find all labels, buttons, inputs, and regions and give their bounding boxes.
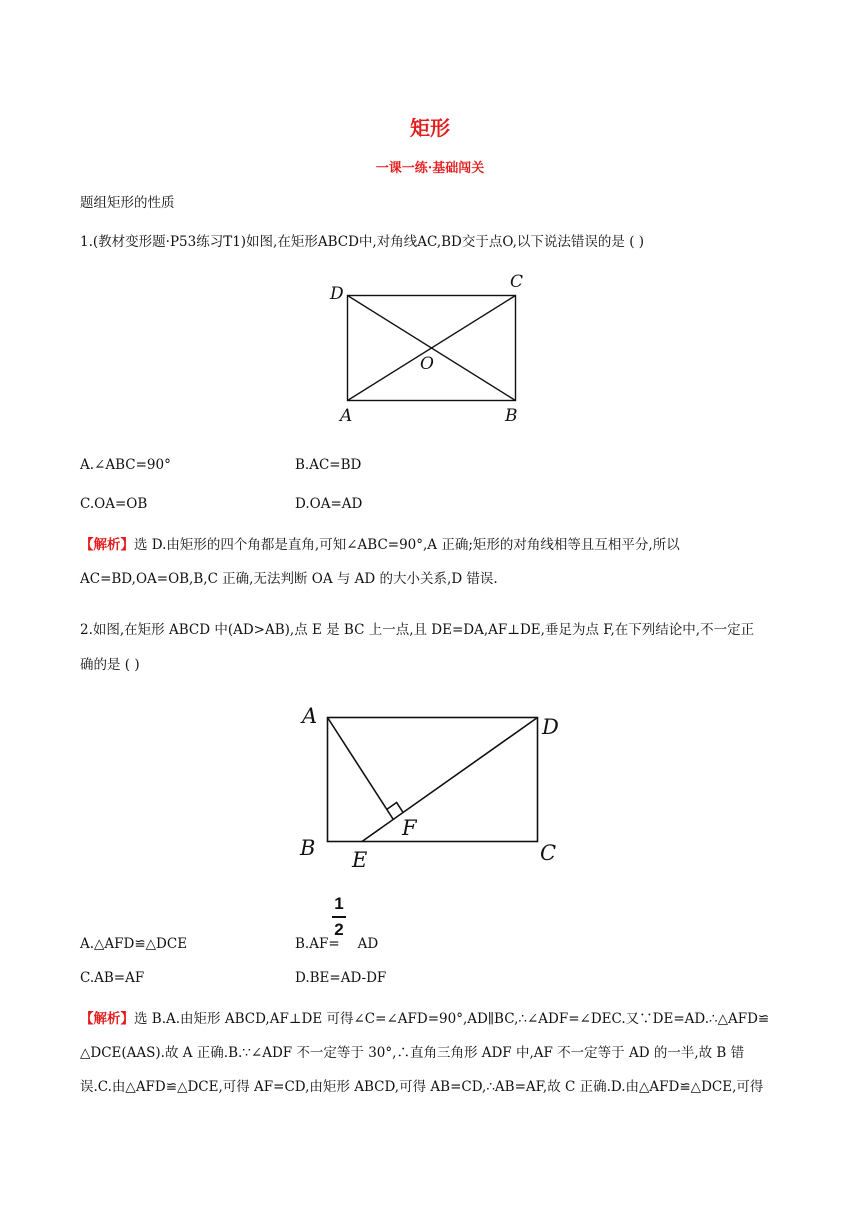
q2-option-d: D.BE=AD-DF bbox=[295, 970, 387, 986]
label-d: D bbox=[330, 284, 344, 304]
fraction-numerator: 1 bbox=[334, 894, 344, 913]
q2-option-a: A.△AFD≌△DCE bbox=[80, 936, 188, 952]
q1-option-d: D.OA=AD bbox=[295, 496, 363, 512]
page-title: 矩形 bbox=[410, 116, 450, 140]
q1-stem: 1.(教材变形题·P53练习T1)如图,在矩形ABCD中,对角线AC,BD交于点O,以下说法错误的是 ( ) bbox=[80, 234, 645, 250]
q1-analysis-text1: 选 D.由矩形的四个角都是直角,可知∠ABC=90°,A 正确;矩形的对角线相等且互相平分,所以 bbox=[134, 537, 680, 553]
analysis-tag: 【解析】 bbox=[80, 537, 134, 553]
q2-analysis-line3: 误.C.由△AFD≌△DCE,可得 AF=CD,由矩形 ABCD,可得 AB=CD,∴AB=AF,故 C 正确.D.由△AFD≌△DCE,可得 bbox=[80, 1079, 764, 1095]
label-c: C bbox=[510, 272, 524, 292]
rectangle-abcd bbox=[328, 718, 538, 842]
section-heading: 题组矩形的性质 bbox=[80, 195, 175, 211]
q2-option-b-suffix: AD bbox=[357, 936, 379, 952]
q2-stem-line2: 确的是 ( ) bbox=[80, 657, 140, 673]
segment-de bbox=[362, 718, 538, 842]
label-b: B bbox=[505, 406, 518, 426]
q1-figure bbox=[320, 268, 540, 428]
label-c: C bbox=[540, 841, 557, 865]
label-o: O bbox=[420, 354, 434, 374]
q1-analysis-line2: AC=BD,OA=OB,B,C 正确,无法判断 OA 与 AD 的大小关系,D 错误. bbox=[80, 571, 498, 587]
label-f: F bbox=[402, 816, 417, 840]
q1-option-c: C.OA=OB bbox=[80, 496, 148, 512]
q2-stem-line1: 2.如图,在矩形 ABCD 中(AD>AB),点 E 是 BC 上一点,且 DE=DA,AF⊥DE,垂足为点 F,在下列结论中,不一定正 bbox=[80, 622, 755, 638]
q2-option-c: C.AB=AF bbox=[80, 970, 145, 986]
segment-af bbox=[328, 718, 394, 820]
q2-figure bbox=[290, 700, 580, 880]
q2-analysis-text1: 选 B.A.由矩形 ABCD,AF⊥DE 可得∠C=∠AFD=90°,AD∥BC,∴∠ADF=∠DEC.又∵DE=AD.∴△AFD≌ bbox=[134, 1011, 770, 1027]
page-subtitle: 一课一练·基础闯关 bbox=[375, 161, 485, 176]
q2-analysis-line1 bbox=[80, 1009, 769, 1029]
q2-analysis-line2: △DCE(AAS).故 A 正确.B.∵∠ADF 不一定等于 30°,∴直角三角形 ADF 中,AF 不一定等于 AD 的一半,故 B 错 bbox=[80, 1045, 745, 1061]
label-a: A bbox=[302, 704, 318, 728]
q2-option-b-prefix: B.AF= bbox=[295, 936, 340, 952]
label-d: D bbox=[542, 715, 559, 739]
label-e: E bbox=[352, 848, 368, 872]
fraction-bar bbox=[332, 916, 346, 918]
label-b: B bbox=[300, 836, 316, 860]
q1-option-a: A.∠ABC=90° bbox=[80, 457, 171, 473]
right-angle-mark bbox=[387, 803, 403, 813]
fraction-denominator: 2 bbox=[334, 919, 344, 939]
q1-option-b: B.AC=BD bbox=[295, 457, 362, 473]
label-a: A bbox=[340, 406, 353, 426]
analysis-tag: 【解析】 bbox=[80, 1011, 134, 1027]
q1-analysis-line1 bbox=[80, 535, 680, 555]
fraction-one-half bbox=[332, 893, 346, 941]
